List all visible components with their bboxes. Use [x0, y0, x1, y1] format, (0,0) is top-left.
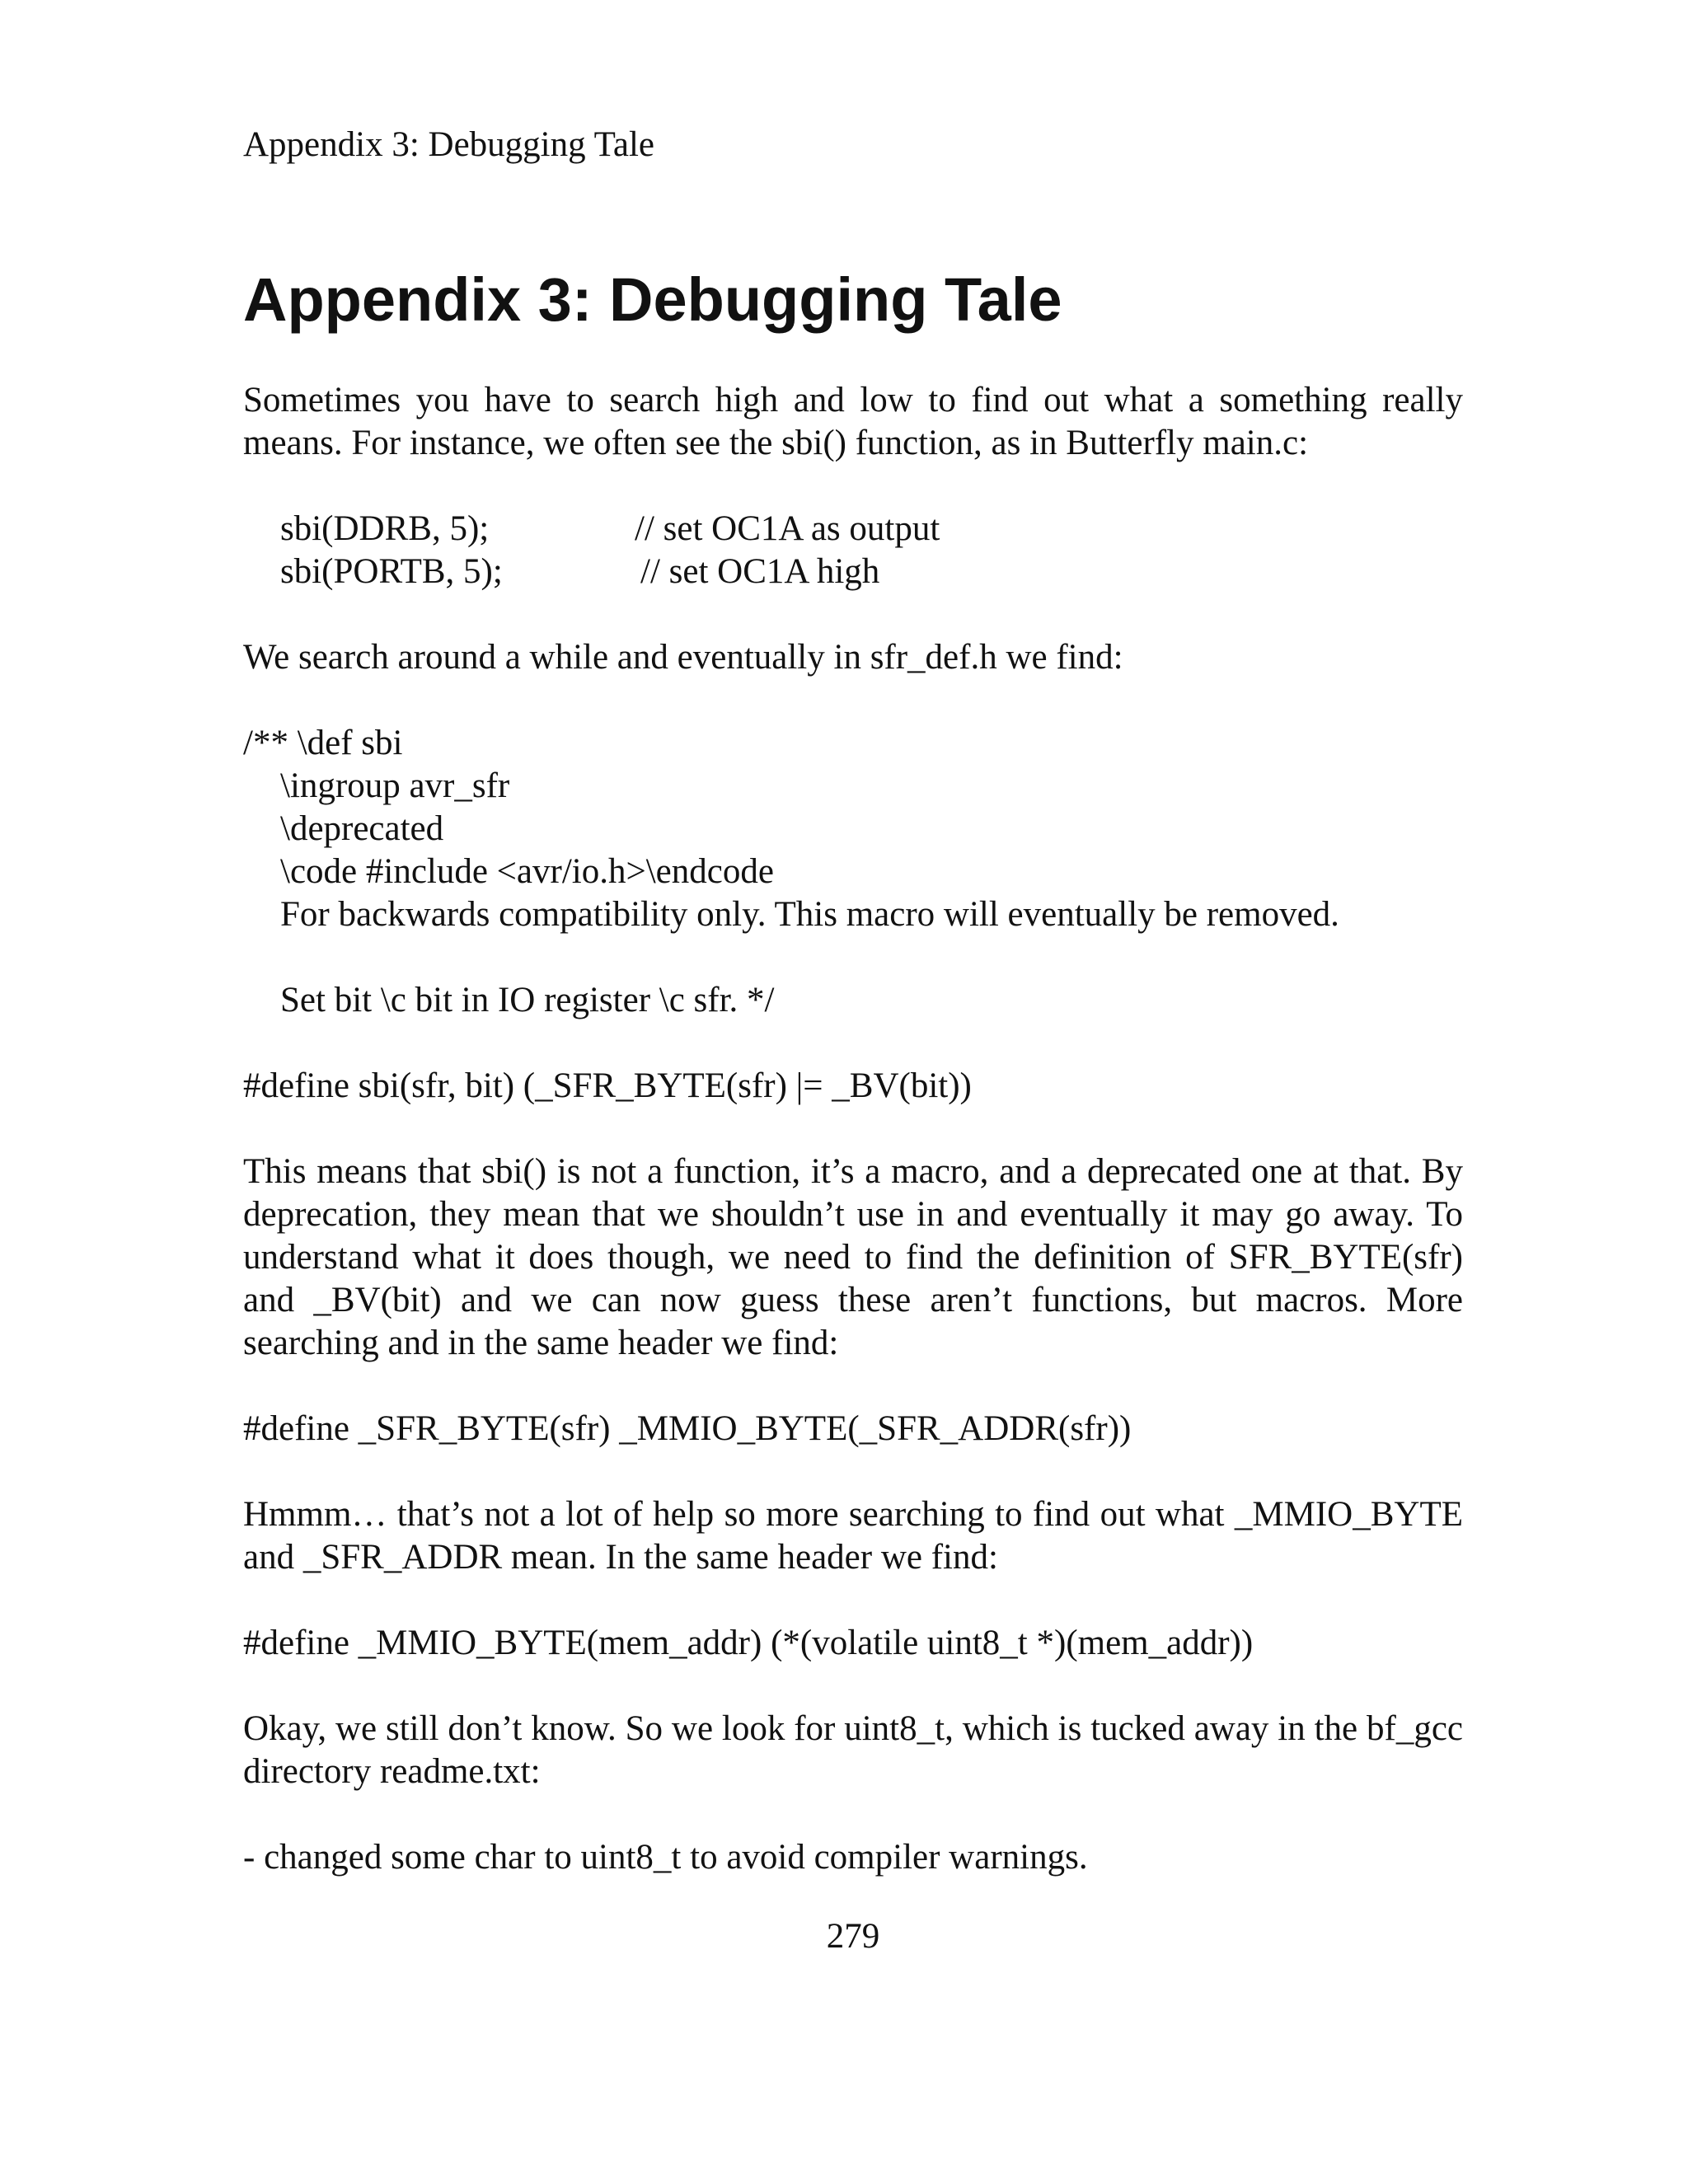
code-comment: // set OC1A as output	[635, 509, 940, 548]
code-statement: sbi(PORTB, 5);	[280, 552, 503, 591]
macro-paragraph: This means that sbi() is not a function, it’s a macro, and a deprecated one at that. By deprecation, they mean that we shouldn’t use in and eventually it may go away. To understand what it does though, we need to find the definition of SFR_BYTE(sfr) and _BV(bit) and we can now guess these aren’t functions, but macros. More searching and in the same header we find:	[243, 1152, 1463, 1362]
code-line	[243, 551, 1463, 593]
body-text	[243, 379, 1463, 1922]
doc-comment-line: \deprecated	[280, 809, 444, 848]
doc-comment-close-block	[243, 979, 1463, 1022]
hmmm-paragraph: Hmmm… that’s not a lot of help so more searching to find out what _MMIO_BYTE and _SFR_ADDR mean. In the same header we find:	[243, 1495, 1463, 1577]
doc-comment-line: \ingroup avr_sfr	[280, 766, 510, 805]
doc-comment-block	[243, 722, 1463, 936]
code-comment: // set OC1A high	[640, 552, 880, 591]
book-page	[243, 0, 1463, 2184]
define-sfr-byte-block	[243, 1408, 1463, 1451]
define-sbi-block	[243, 1065, 1463, 1108]
code-line	[243, 508, 1463, 551]
define-mmio-byte: #define _MMIO_BYTE(mem_addr) (*(volatile uint8_t *)(mem_addr))	[243, 1624, 1254, 1662]
chapter-title: Appendix 3: Debugging Tale	[243, 265, 1062, 334]
page-number: 279	[826, 1917, 880, 1956]
code-statement: sbi(DDRB, 5);	[280, 509, 490, 548]
readme-line: - changed some char to uint8_t to avoid compiler warnings.	[243, 1838, 1088, 1877]
define-sbi: #define sbi(sfr, bit) (_SFR_BYTE(sfr) |= _BV(bit))	[243, 1066, 972, 1105]
readme-block	[243, 1836, 1463, 1879]
define-sfr-byte: #define _SFR_BYTE(sfr) _MMIO_BYTE(_SFR_ADDR(sfr))	[243, 1409, 1132, 1448]
doc-comment-open: /** \def sbi	[243, 724, 403, 762]
search-paragraph: We search around a while and eventually in sfr_def.h we find:	[243, 638, 1123, 677]
intro-paragraph: Sometimes you have to search high and low to find out what a something really means. For instance, we often see the sbi() function, as in Butterfly main.c:	[243, 381, 1463, 462]
doc-comment-close: Set bit \c bit in IO register \c sfr. */	[280, 981, 775, 1019]
define-mmio-byte-block	[243, 1622, 1463, 1665]
sbi-usage-code	[243, 508, 1463, 593]
running-header: Appendix 3: Debugging Tale	[243, 125, 654, 164]
okay-paragraph: Okay, we still don’t know. So we look for uint8_t, which is tucked away in the bf_gcc directory readme.txt:	[243, 1709, 1463, 1791]
doc-comment-line: \code #include <avr/io.h>\endcode	[280, 852, 774, 891]
doc-comment-line: For backwards compatibility only. This macro will eventually be removed.	[280, 895, 1339, 934]
